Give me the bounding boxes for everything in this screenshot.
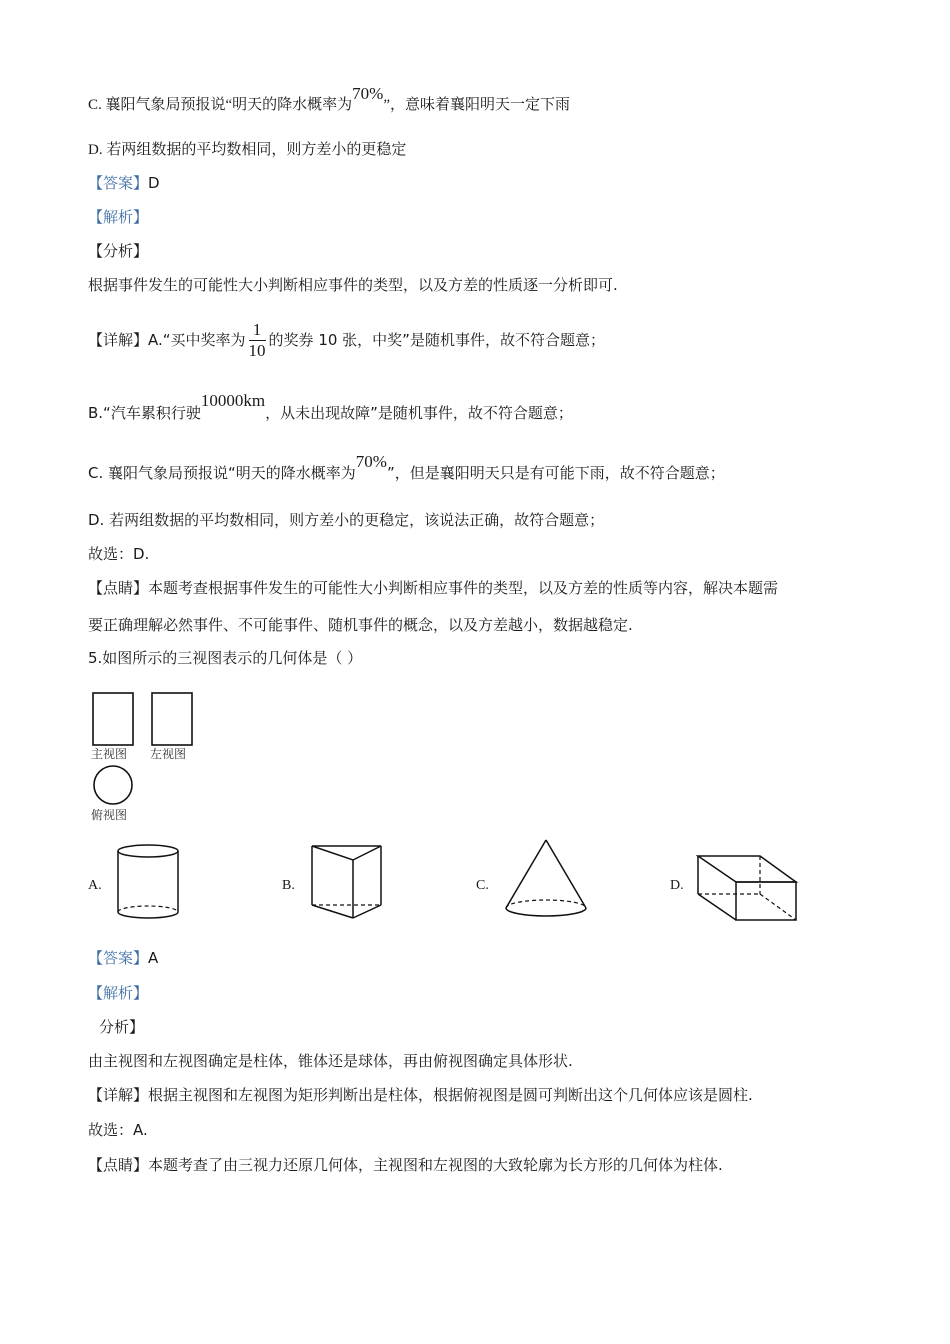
cuboid-svg xyxy=(694,852,802,926)
detail-a-prefix: 【详解】A.“买中奖率为 xyxy=(88,331,246,349)
choice-d-label: D. xyxy=(670,878,684,893)
detail-a-suffix: 的奖券 10 张，中奖”是随机事件，故不符合题意； xyxy=(268,331,605,349)
detail-line-a xyxy=(88,318,605,362)
top-view-figure xyxy=(91,765,139,807)
cone-svg xyxy=(500,836,592,924)
analysis-text-2: 由主视图和左视图确定是柱体，锥体还是球体，再由俯视图确定具体形状. xyxy=(88,1052,573,1070)
option-c-suffix: ”，意味着襄阳明天一定下雨 xyxy=(383,97,571,113)
detail-b-suffix: ，从未出现故障”是随机事件，故不符合题意； xyxy=(265,404,573,422)
answer-value-2: A xyxy=(148,949,159,967)
comment-line-2: 【点睛】本题考查了由三视力还原几何体，主视图和左视图的大致轮廓为长方形的几何体为柱体. xyxy=(88,1156,723,1174)
top-view-circle xyxy=(94,766,132,804)
front-left-views-svg xyxy=(90,690,200,750)
answer-value: D xyxy=(148,174,160,192)
cone-figure xyxy=(500,836,592,924)
comment-line-1a: 【点睛】本题考查根据事件发生的可能性大小判断相应事件的类型，以及方差的性质等内容，解决本题需 xyxy=(88,579,779,597)
answer-line-1 xyxy=(88,173,160,193)
detail-c-suffix: ”，但是襄阳明天只是有可能下雨，故不符合题意； xyxy=(386,464,725,482)
choice-b-label: B. xyxy=(282,878,295,893)
answer-line-2 xyxy=(88,948,158,968)
detail-line-c xyxy=(88,452,725,483)
cylinder-figure xyxy=(112,842,184,924)
fraction-denominator: 10 xyxy=(248,341,266,360)
detail-line-q5: 【详解】根据主视图和左视图为矩形判断出是柱体，根据俯视图是圆可判断出这个几何体应该是圆柱. xyxy=(88,1086,753,1104)
option-c-prefix: C. 襄阳气象局预报说“明天的降水概率为 xyxy=(88,97,353,113)
top-view-svg xyxy=(91,765,139,807)
fraction-numerator: 1 xyxy=(249,320,266,341)
top-view-caption: 俯视图 xyxy=(91,808,128,822)
choice-a-label: A. xyxy=(88,878,102,893)
cylinder-svg xyxy=(112,842,184,924)
answer-tag-2: 【答案】 xyxy=(88,949,149,967)
cuboid-figure xyxy=(694,852,802,926)
three-views-figure xyxy=(90,690,200,750)
question-5: 5.如图所示的三视图表示的几何体是（ ） xyxy=(88,649,363,667)
left-view-caption: 左视图 xyxy=(150,747,187,761)
fraction-one-tenth xyxy=(249,320,266,361)
front-view-caption: 主视图 xyxy=(91,747,128,761)
choice-c-label: C. xyxy=(476,878,489,893)
choose-line-2: 故选：A. xyxy=(88,1121,148,1139)
comment-line-1b: 要正确理解必然事件、不可能事件、随机事件的概念，以及方差越小，数据越稳定. xyxy=(88,616,633,634)
front-view-rect xyxy=(93,693,133,745)
detail-line-d: D. 若两组数据的平均数相同，则方差小的更稳定，该说法正确，故符合题意； xyxy=(88,511,605,529)
math-70-percent-2: 70% xyxy=(355,452,387,471)
answer-tag: 【答案】 xyxy=(88,174,149,192)
math-10000km: 10000km xyxy=(200,391,266,410)
analysis-tag-1: 【解析】 xyxy=(88,208,149,226)
detail-line-b xyxy=(88,391,573,423)
analysis-text-1: 根据事件发生的可能性大小判断相应事件的类型，以及方差的性质逐一分析即可. xyxy=(88,276,618,294)
prism-svg xyxy=(306,840,386,922)
analysis-tag-2: 【解析】 xyxy=(88,984,149,1002)
analysis-heading-2: 分析】 xyxy=(99,1018,145,1036)
choose-line-1: 故选：D. xyxy=(88,545,150,563)
math-70-percent: 70% xyxy=(352,84,384,103)
prism-figure xyxy=(306,840,386,922)
detail-b-prefix: B.“汽车累积行驶 xyxy=(88,404,201,422)
option-c-line xyxy=(88,84,571,115)
option-d-line: D. 若两组数据的平均数相同，则方差小的更稳定 xyxy=(88,142,407,158)
analysis-heading-1: 【分析】 xyxy=(88,242,149,260)
left-view-rect xyxy=(152,693,192,745)
detail-c-prefix: C. 襄阳气象局预报说“明天的降水概率为 xyxy=(88,464,356,482)
